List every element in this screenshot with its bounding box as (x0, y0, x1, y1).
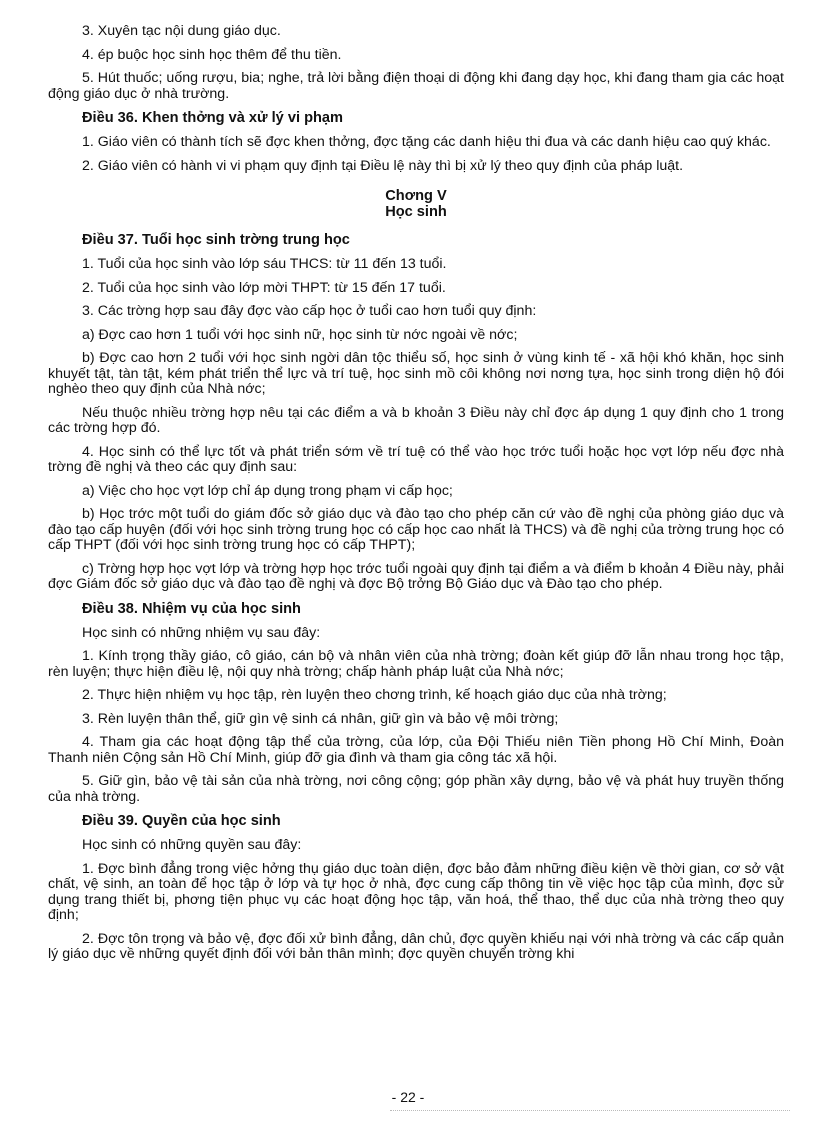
list-item: 4. ép buộc học sinh học thêm để thu tiền. (82, 46, 342, 63)
article-37-heading: Điều 37. Tuổi học sinh trờng trung học (82, 232, 350, 248)
article-36-heading: Điều 36. Khen thởng và xử lý vi phạm (82, 110, 343, 126)
list-item: 5. Hút thuốc; uống rượu, bia; nghe, trả lời bằng điện thoại di động khi đang dạy học, khi đang tham gia các hoạt động giáo dục ở nhà trường. (48, 70, 784, 102)
list-item: Nếu thuộc nhiều trờng hợp nêu tại các điểm a và b khoản 3 Điều này chỉ đợc áp dụng 1 quy định cho 1 trong các trờng hợp đó. (48, 404, 784, 436)
list-item: b) Đợc cao hơn 2 tuổi với học sinh ngời dân tộc thiểu số, học sinh ở vùng kinh tế - xã hội khó khăn, học sinh khuyết tật, tàn tật, kém phát triển thể lực và trí tuệ, học sinh mồ côi không nơi nơng tựa, học sinh trong diện hộ đói nghèo theo quy định của Nhà nớc; (48, 350, 784, 397)
chapter-title: Học sinh (385, 204, 447, 220)
chapter-number: Chơng V (385, 188, 447, 204)
list-item: 3. Rèn luyện thân thể, giữ gìn vệ sinh cá nhân, giữ gìn và bảo vệ môi trờng; (82, 710, 559, 727)
list-item: 1. Đợc bình đẳng trong việc hởng thụ giáo dục toàn diện, đợc bảo đảm những điều kiện về thời gian, cơ sở vật chất, vệ sinh, an toàn để học tập ở lớp và tự học ở nhà, đợc cung cấp thông tin về việc học tập của mình, đợc sử dụng trang thiết bị, phơng tiện phục vụ các hoạt động học tập, văn hoá, thể thao, thể dục của nhà trờng theo quy định; (48, 860, 784, 923)
list-item: 2. Thực hiện nhiệm vụ học tập, rèn luyện theo chơng trình, kế hoạch giáo dục của nhà trờng; (82, 687, 667, 703)
page-number: - 22 - (391, 1089, 425, 1105)
footer-divider (390, 1110, 790, 1111)
list-item: b) Học trớc một tuổi do giám đốc sở giáo dục và đào tạo cho phép căn cứ vào đề nghị của phòng giáo dục và đào tạo cấp huyện (đối với học sinh trờng trung học có cấp học cao nhất là THCS) và đề nghị của trờng trung học có cấp THPT (đối với học sinh trờng trung học có cấp THPT); (48, 506, 784, 553)
article-39-heading: Điều 39. Quyền của học sinh (82, 813, 281, 829)
document-page (48, 24, 784, 971)
list-item: 5. Giữ gìn, bảo vệ tài sản của nhà trờng, nơi công cộng; góp phần xây dựng, bảo vệ và phát huy truyền thống của nhà trờng. (48, 773, 784, 805)
list-item: 1. Tuổi của học sinh vào lớp sáu THCS: từ 11 đến 13 tuổi. (82, 256, 447, 272)
list-item: 3. Xuyên tạc nội dung giáo dục. (82, 23, 281, 39)
list-item: 2. Tuổi của học sinh vào lớp mời THPT: từ 15 đến 17 tuổi. (82, 279, 446, 296)
list-item: a) Việc cho học vợt lớp chỉ áp dụng trong phạm vi cấp học; (82, 482, 453, 499)
list-item: 1. Kính trọng thầy giáo, cô giáo, cán bộ và nhân viên của nhà trờng; đoàn kết giúp đỡ lẫn nhau trong học tập, rèn luyện; thực hiện điều lệ, nội quy nhà trờng; chấp hành pháp luật của Nhà nớc; (48, 648, 784, 680)
article-38-heading: Điều 38. Nhiệm vụ của học sinh (82, 600, 301, 617)
article-intro: Học sinh có những nhiệm vụ sau đây: (82, 624, 321, 641)
list-item: c) Trờng hợp học vợt lớp và trờng hợp học trớc tuổi ngoài quy định tại điểm a và điểm b khoản 4 Điều này, phải đợc Giám đốc sở giáo dục và đào tạo đề nghị và đợc Bộ trởng Bộ Giáo dục và Đào tạo cho phép. (48, 560, 784, 592)
list-item: a) Đợc cao hơn 1 tuổi với học sinh nữ, học sinh từ nớc ngoài về nớc; (82, 326, 518, 343)
article-intro: Học sinh có những quyền sau đây: (82, 837, 302, 853)
list-item: 2. Giáo viên có hành vi vi phạm quy định tại Điều lệ này thì bị xử lý theo quy định của pháp luật. (82, 157, 684, 174)
list-item: 4. Học sinh có thể lực tốt và phát triển sớm về trí tuệ có thể vào học trớc tuổi hoặc học vợt lớp nếu đợc nhà trờng đề nghị và theo các quy định sau: (48, 443, 784, 475)
list-item: 1. Giáo viên có thành tích sẽ đợc khen thởng, đợc tặng các danh hiệu thi đua và các danh hiệu cao quý khác. (82, 134, 771, 150)
list-item: 3. Các trờng hợp sau đây đợc vào cấp học ở tuổi cao hơn tuổi quy định: (82, 303, 537, 319)
list-item: 2. Đợc tôn trọng và bảo vệ, đợc đối xử bình đẳng, dân chủ, đợc quyền khiếu nại với nhà trờng và các cấp quản lý giáo dục về những quyết định đối với bản thân mình; đợc quyền chuyển trờng khi (48, 930, 784, 962)
chapter-heading (48, 188, 784, 220)
list-item: 4. Tham gia các hoạt động tập thể của trờng, của lớp, của Đội Thiếu niên Tiền phong Hồ Chí Minh, Đoàn Thanh niên Cộng sản Hồ Chí Minh, giúp đỡ gia đình và tham gia công tác xã hội. (48, 734, 784, 766)
